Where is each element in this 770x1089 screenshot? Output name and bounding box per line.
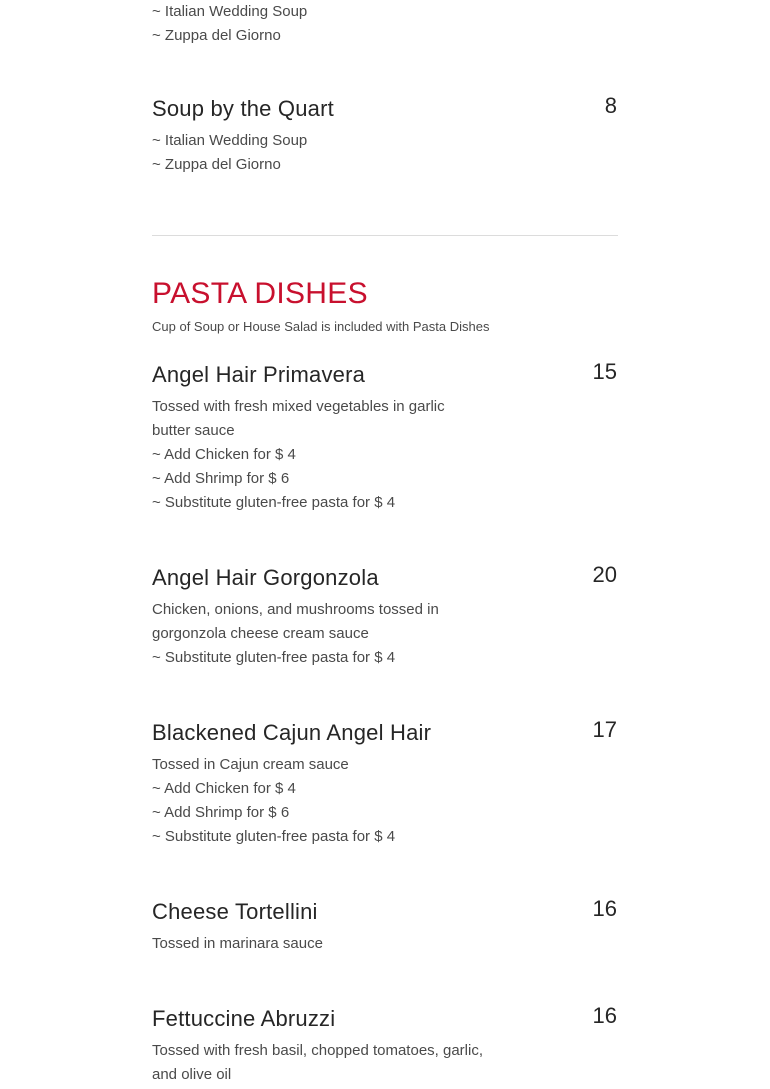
item-price: 16 [592,896,617,921]
item-title: Blackened Cajun Angel Hair [152,720,432,745]
item-option-line: ~ Substitute gluten-free pasta for $ 4 [152,494,396,511]
item-title: Angel Hair Gorgonzola [152,565,379,590]
item-title: Angel Hair Primavera [152,362,366,387]
item-description-line: Tossed with fresh basil, chopped tomatoes, garlic, [152,1042,484,1059]
menu-item-soup-by-the-quart [152,93,618,177]
item-price: 8 [604,93,617,118]
item-price: 17 [592,717,617,742]
item-description-line: and olive oil [152,1066,232,1083]
menu-item-angel-hair-primavera [152,359,618,515]
item-description [152,129,492,177]
item-option-line: ~ Italian Wedding Soup [152,3,308,20]
item-option-line: ~ Substitute gluten-free pasta for $ 4 [152,828,396,845]
item-description [152,598,492,670]
menu-item-soup-continued [152,0,618,48]
item-option-line: ~ Italian Wedding Soup [152,132,308,149]
item-description [152,932,492,956]
item-price: 16 [592,1003,617,1028]
menu-item-blackened-cajun-angel-hair [152,717,618,849]
item-description-line: Tossed with fresh mixed vegetables in garlic [152,398,445,415]
item-description-line: Tossed in Cajun cream sauce [152,756,349,773]
menu-item-angel-hair-gorgonzola [152,562,618,670]
item-description-line: Chicken, onions, and mushrooms tossed in [152,601,439,618]
item-title: Fettuccine Abruzzi [152,1006,336,1031]
item-option-line: ~ Add Shrimp for $ 6 [152,804,290,821]
section-note: Cup of Soup or House Salad is included with Pasta Dishes [152,319,490,334]
item-description [152,1039,492,1087]
item-description [152,395,492,515]
item-description-line: butter sauce [152,422,235,439]
item-option-line: ~ Add Chicken for $ 4 [152,446,296,463]
item-price: 20 [592,562,617,587]
item-description [152,753,492,849]
menu-item-cheese-tortellini [152,896,618,956]
section-title-pasta-dishes: PASTA DISHES [152,277,368,310]
item-option-line: ~ Zuppa del Giorno [152,156,281,173]
menu-item-fettuccine-abruzzi [152,1003,618,1087]
item-option-line: ~ Zuppa del Giorno [152,27,281,44]
section-divider [152,235,618,236]
item-price: 15 [592,359,617,384]
item-option-line: ~ Add Shrimp for $ 6 [152,470,290,487]
item-option-line: ~ Substitute gluten-free pasta for $ 4 [152,649,396,666]
item-title: Soup by the Quart [152,96,334,121]
item-description-line: gorgonzola cheese cream sauce [152,625,369,642]
item-description-line: Tossed in marinara sauce [152,935,323,952]
item-title: Cheese Tortellini [152,899,318,924]
item-option-line: ~ Add Chicken for $ 4 [152,780,296,797]
